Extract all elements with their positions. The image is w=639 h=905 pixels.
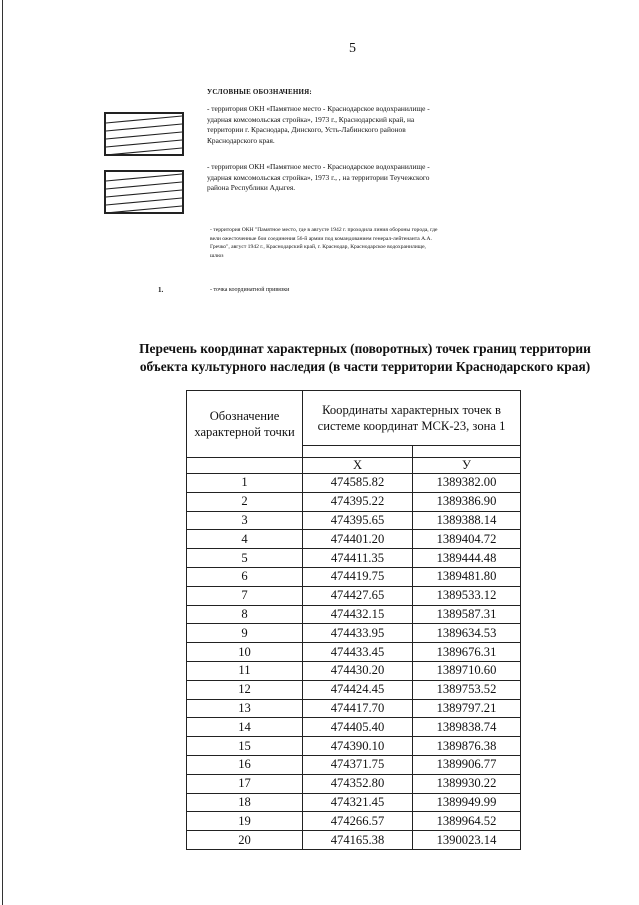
y-coordinate-cell: 1389949.99 [413,793,521,812]
point-number-cell: 13 [187,699,303,718]
table-row [187,793,521,812]
point-number-cell: 11 [187,661,303,680]
table-row [187,718,521,737]
y-coordinate-cell: 1389838.74 [413,718,521,737]
table-row [187,680,521,699]
coordinates-table-body [187,474,521,850]
x-coordinate-cell: 474395.22 [303,492,413,511]
y-coordinate-cell: 1389964.52 [413,812,521,831]
x-coordinate-cell: 474390.10 [303,737,413,756]
point-number-cell: 20 [187,831,303,850]
point-number-cell: 1 [187,474,303,493]
point-number-cell: 10 [187,643,303,662]
legend-swatch-hatched-2 [104,170,184,214]
y-coordinate-cell: 1389797.21 [413,699,521,718]
section-heading [60,340,639,376]
table-row [187,530,521,549]
y-coordinate-cell: 1389388.14 [413,511,521,530]
y-coordinate-cell: 1389386.90 [413,492,521,511]
point-number-cell: 3 [187,511,303,530]
legend-item-defense-line: - территория ОКН "Памятное место, где в августе 1942 г. проходила линия обороны города, где вели ожесточенные бои соединения 56-й армии под командованием генерал-лейтенанта А.А. Гречко", август 1942 г., Краснодарский край, г. Краснодар, Краснодарское водохранилище, шлюз [210,227,438,260]
page-number: 5 [349,41,356,56]
table-row [187,774,521,793]
legend-item-adygea: - территория ОКН «Памятное место - Краснодарское водохранилище - ударная комсомольская стройка», 1973 г., , на территории Теучежского района Республики Адыгея. [207,162,430,193]
table-row [187,474,521,493]
table-row [187,737,521,756]
point-number-cell: 17 [187,774,303,793]
table-row [187,586,521,605]
x-coordinate-cell: 474433.95 [303,624,413,643]
table-row [187,831,521,850]
y-coordinate-cell: 1389404.72 [413,530,521,549]
legend-swatch-hatched-1 [104,112,184,156]
y-coordinate-cell: 1389676.31 [413,643,521,662]
x-coordinate-cell: 474321.45 [303,793,413,812]
table-row [187,699,521,718]
page-left-border [2,0,3,905]
header-y: У [413,458,521,474]
x-coordinate-cell: 474352.80 [303,774,413,793]
table-row [187,661,521,680]
header-blank-cell [187,458,303,474]
point-number-cell: 5 [187,549,303,568]
y-coordinate-cell: 1389876.38 [413,737,521,756]
point-number-cell: 15 [187,737,303,756]
x-coordinate-cell: 474417.70 [303,699,413,718]
y-coordinate-cell: 1389382.00 [413,474,521,493]
y-coordinate-cell: 1389634.53 [413,624,521,643]
x-coordinate-cell: 474585.82 [303,474,413,493]
header-x: Х [303,458,413,474]
x-coordinate-cell: 474395.65 [303,511,413,530]
header-point-designation: Обозначение характерной точки [187,391,303,458]
point-number-cell: 4 [187,530,303,549]
header-spacer [303,446,413,458]
heading-line-2: объекта культурного наследия (в части территории Краснодарского края) [139,359,591,374]
legend-marker-number: 1. [158,286,164,294]
x-coordinate-cell: 474165.38 [303,831,413,850]
table-row [187,812,521,831]
y-coordinate-cell: 1389444.48 [413,549,521,568]
y-coordinate-cell: 1389930.22 [413,774,521,793]
table-row [187,511,521,530]
table-row [187,605,521,624]
point-number-cell: 7 [187,586,303,605]
legend-item-krasnodar: - территория ОКН «Памятное место - Краснодарское водохранилище - ударная комсомольская стройка», 1973 г., Краснодарский край, на территории г. Краснодара, Динского, Усть-Лабинского районов Краснодарского края. [207,104,430,145]
legend-title: УСЛОВНЫЕ ОБОЗНАЧЕНИЯ: [207,88,312,96]
y-coordinate-cell: 1390023.14 [413,831,521,850]
x-coordinate-cell: 474427.65 [303,586,413,605]
x-coordinate-cell: 474401.20 [303,530,413,549]
y-coordinate-cell: 1389710.60 [413,661,521,680]
point-number-cell: 19 [187,812,303,831]
table-row [187,492,521,511]
heading-line-1: Перечень координат характерных (поворотных) точек границ территории [139,341,591,356]
legend-marker-text: - точка координатной привязки [210,287,290,293]
x-coordinate-cell: 474430.20 [303,661,413,680]
coordinates-table [186,390,521,850]
x-coordinate-cell: 474405.40 [303,718,413,737]
y-coordinate-cell: 1389753.52 [413,680,521,699]
x-coordinate-cell: 474433.45 [303,643,413,662]
x-coordinate-cell: 474411.35 [303,549,413,568]
x-coordinate-cell: 474371.75 [303,755,413,774]
point-number-cell: 2 [187,492,303,511]
x-coordinate-cell: 474424.45 [303,680,413,699]
point-number-cell: 8 [187,605,303,624]
table-row [187,755,521,774]
y-coordinate-cell: 1389481.80 [413,567,521,586]
x-coordinate-cell: 474432.15 [303,605,413,624]
table-row [187,567,521,586]
y-coordinate-cell: 1389906.77 [413,755,521,774]
y-coordinate-cell: 1389587.31 [413,605,521,624]
header-spacer [413,446,521,458]
table-row [187,643,521,662]
point-number-cell: 9 [187,624,303,643]
y-coordinate-cell: 1389533.12 [413,586,521,605]
point-number-cell: 12 [187,680,303,699]
table-row [187,624,521,643]
point-number-cell: 6 [187,567,303,586]
x-coordinate-cell: 474419.75 [303,567,413,586]
point-number-cell: 14 [187,718,303,737]
point-number-cell: 16 [187,755,303,774]
x-coordinate-cell: 474266.57 [303,812,413,831]
point-number-cell: 18 [187,793,303,812]
table-row [187,549,521,568]
header-coordinates: Координаты характерных точек в системе координат МСК-23, зона 1 [303,391,521,446]
